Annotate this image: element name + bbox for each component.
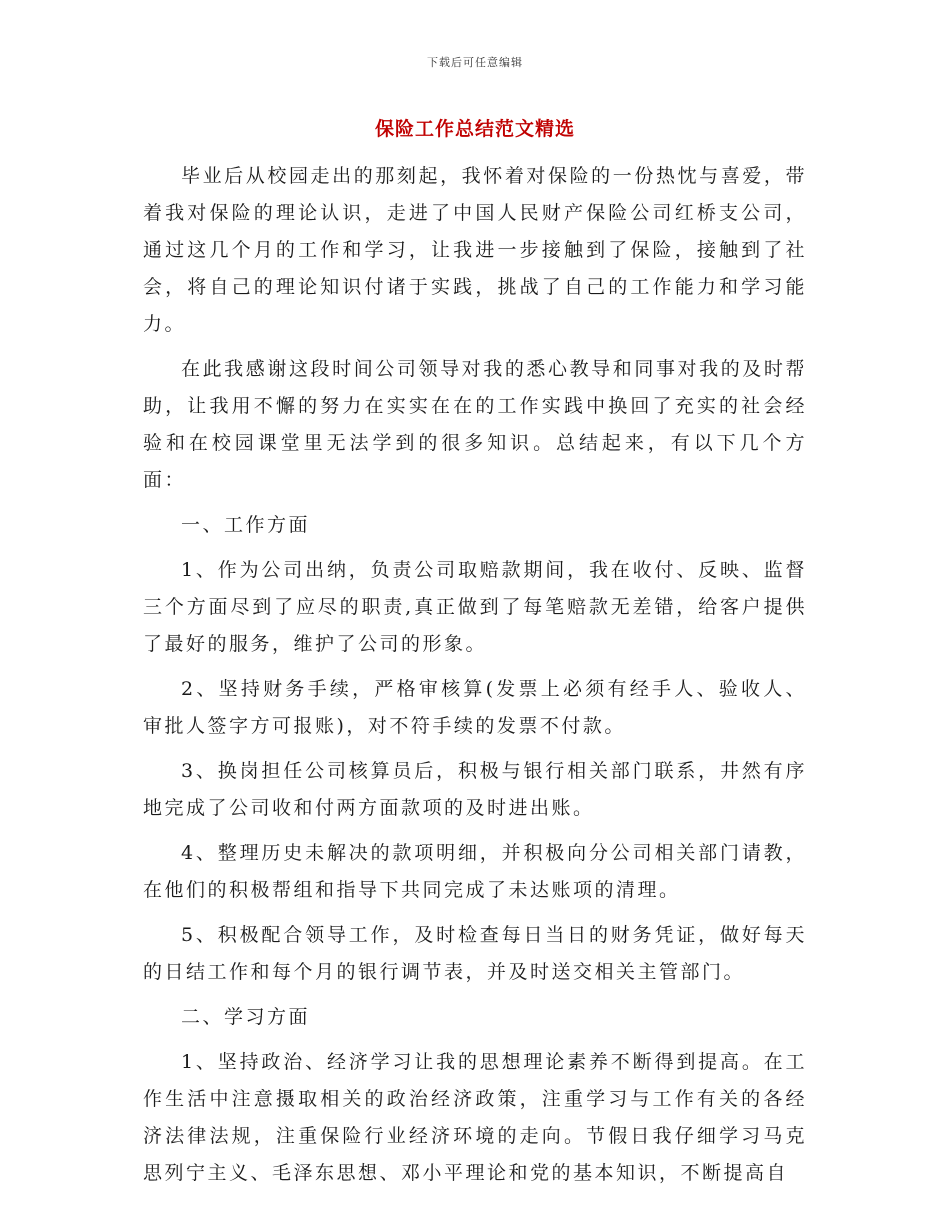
section-heading-study: 二、学习方面 — [181, 1006, 311, 1028]
paragraph-work-3: 3、换岗担任公司核算员后，积极与银行相关部门联系，井然有序地完成了公司收和付两方面款项的及时进出账。 — [143, 760, 807, 819]
paragraph-work-4: 4、整理历史未解决的款项明细，并积极向分公司相关部门请教，在他们的积极帮组和指导下共同完成了未达账项的清理。 — [143, 842, 807, 901]
paragraph-intro: 毕业后从校园走出的那刻起，我怀着对保险的一份热忱与喜爱，带着我对保险的理论认识，走进了中国人民财产保险公司红桥支公司，通过这几个月的工作和学习，让我进一步接触到了保险，接触到了社会，将自己的理论知识付诸于实践，挑战了自己的工作能力和学习能力。 — [143, 165, 807, 335]
document-title: 保险工作总结范文精选 — [374, 118, 575, 140]
paragraph-study-1: 1、坚持政治、经济学习让我的思想理论素养不断得到提高。在工作生活中注意摄取相关的政治经济政策，注重学习与工作有关的各经济法律法规，注重保险行业经济环境的走向。节假日我仔细学习马克思列宁主义、毛泽东思想、邓小平理论和党的基本知识，不断提高自 — [143, 1051, 807, 1184]
header-note: 下载后可任意编辑 — [427, 56, 523, 69]
paragraph-thanks: 在此我感谢这段时间公司领导对我的悉心教导和同事对我的及时帮助，让我用不懈的努力在实实在在的工作实践中换回了充实的社会经验和在校园课堂里无法学到的很多知识。总结起来，有以下几个方面： — [143, 358, 807, 491]
paragraph-work-5: 5、积极配合领导工作，及时检查每日当日的财务凭证，做好每天的日结工作和每个月的银行调节表，并及时送交相关主管部门。 — [143, 924, 807, 983]
paragraph-work-1: 1、作为公司出纳，负责公司取赔款期间，我在收付、反映、监督三个方面尽到了应尽的职责,真正做到了每笔赔款无差错，给客户提供了最好的服务，维护了公司的形象。 — [143, 559, 807, 655]
section-heading-work: 一、工作方面 — [181, 514, 311, 536]
paragraph-work-2: 2、坚持财务手续，严格审核算(发票上必须有经手人、验收人、审批人签字方可报账)，对不符手续的发票不付款。 — [143, 678, 807, 737]
document-body — [143, 158, 807, 1200]
